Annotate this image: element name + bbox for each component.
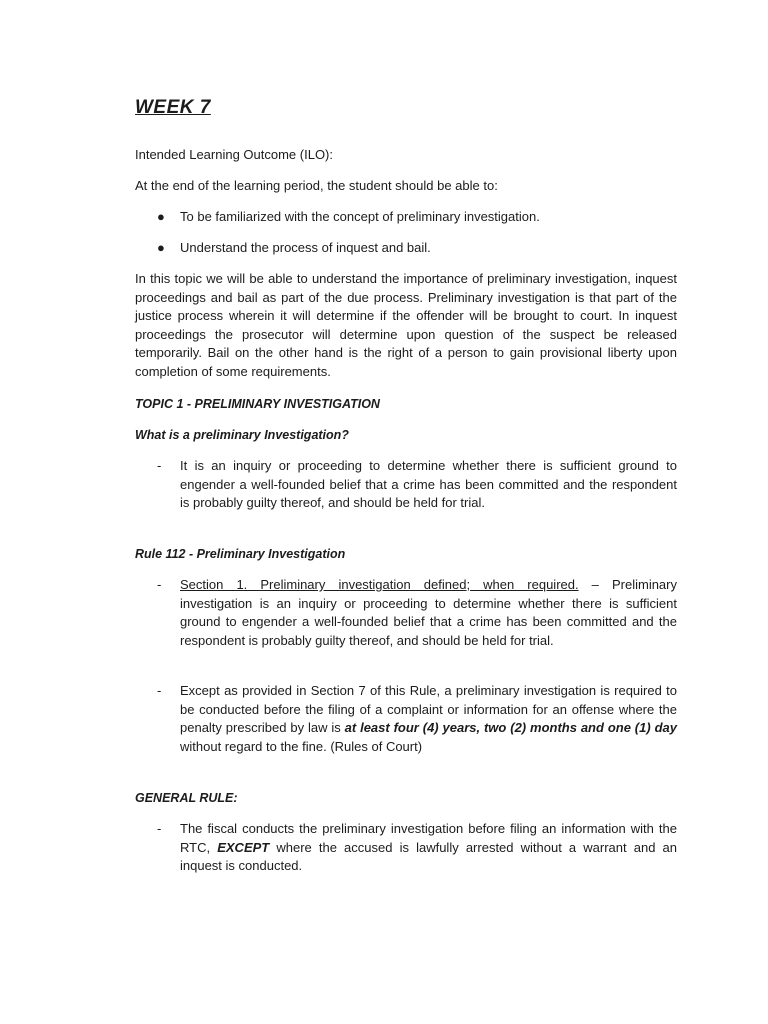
general-rule-paragraph <box>180 820 677 876</box>
dash-marker: - <box>157 821 162 836</box>
week-title: WEEK 7 <box>135 97 211 118</box>
general-rule-except: EXCEPT <box>217 839 270 855</box>
dash-marker: - <box>157 683 162 698</box>
section1-paragraph <box>180 576 677 650</box>
except-penalty: at least four (4) years, two (2) months and one (1) day <box>344 720 677 735</box>
ilo-label: Intended Learning Outcome (ILO): <box>135 147 334 162</box>
objective-item: To be familiarized with the concept of preliminary investigation. <box>180 209 540 224</box>
section1-title: Section 1. Preliminary investigation defined; when required. <box>180 577 579 592</box>
dash-marker: - <box>157 577 162 592</box>
topic1-heading: TOPIC 1 - PRELIMINARY INVESTIGATION <box>135 397 380 411</box>
except-paragraph <box>180 682 677 756</box>
intro-paragraph: In this topic we will be able to understand the importance of preliminary investigation, inquest proceedings and bail as part of the due process. Preliminary investigation is that part of the justice process wherein it will determine if the offender will be brought to court. In inquest proceedings the prosecutor will determine upon question of the suspect be released temporarily. Bail on the other hand is the right of a person to gain provisional liberty upon completion of some requirements. <box>135 271 677 379</box>
objective-item: Understand the process of inquest and bail. <box>180 240 431 255</box>
general-rule-text: The fiscal conducts the preliminary investigation before filing an information with the RTC, <box>180 821 677 855</box>
general-rule-heading: GENERAL RULE: <box>135 791 238 805</box>
bullet-dot: ● <box>157 209 165 224</box>
except-text: Except as provided in Section 7 of this Rule, a preliminary investigation is required to be conducted before the filing of a complaint or information for an offense where the penalty prescribed by law is <box>180 683 677 735</box>
except-end: without regard to the fine. (Rules of Court) <box>180 738 423 754</box>
dash-marker: - <box>157 458 162 473</box>
bullet-dot: ● <box>157 240 165 255</box>
ilo-intro: At the end of the learning period, the student should be able to: <box>135 178 498 193</box>
topic1-answer: It is an inquiry or proceeding to determine whether there is sufficient ground to engender a well-founded belief that a crime has been committed and the respondent is probably guilty thereof, and should be held for trial. <box>180 458 677 510</box>
general-rule-text-end: where the accused is lawfully arrested without a warrant and an inquest is conducted. <box>180 839 677 873</box>
topic1-question: What is a preliminary Investigation? <box>135 428 349 442</box>
section1-body: – Preliminary investigation is an inquiry or proceeding to determine whether there is sufficient ground to engender a well-founded belief that a crime has been committed and the respondent is probably guilty thereof, and should be held for trial. <box>180 577 677 648</box>
rule112-heading: Rule 112 - Preliminary Investigation <box>135 547 346 561</box>
